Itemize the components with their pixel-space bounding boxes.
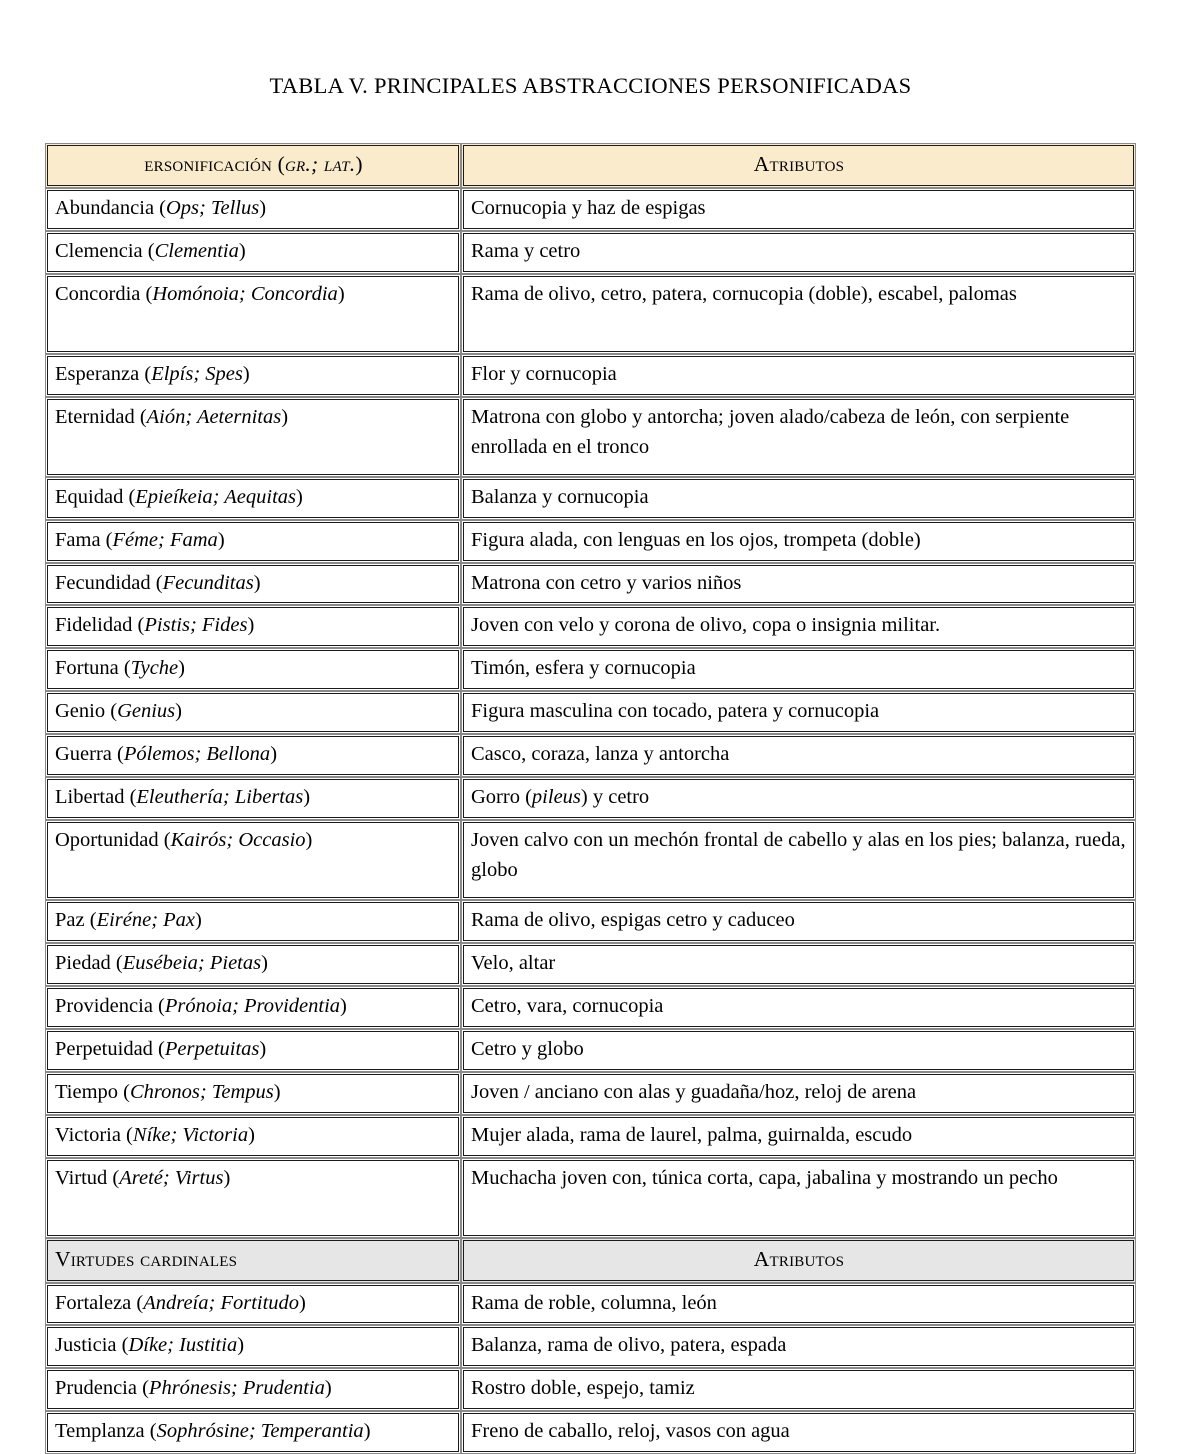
section-header-label-virtudes: Virtudes cardinales [55,1246,238,1271]
section-header-cell-virtudes [45,1238,461,1283]
personification-name: Justicia (Díke; Iustitia) [55,1334,245,1357]
section-header-row [45,1238,1136,1283]
personification-name: Fama (Féme; Fama) [55,528,225,551]
personification-origin: Féme; Fama [112,528,218,551]
attributes-cell [461,563,1136,606]
attributes-cell [461,734,1136,777]
personification-origin: Phrónesis; Prudentia [148,1377,325,1400]
personification-name: Genio (Genius) [55,700,182,723]
personification-cell [45,231,461,274]
personification-cell [45,1029,461,1072]
personification-name: Abundancia (Ops; Tellus) [55,196,267,219]
attributes-cell [461,274,1136,354]
personification-cell [45,1368,461,1411]
table-row [45,777,1136,820]
personification-origin: Eleuthería; Libertas [136,786,304,809]
personification-cell [45,1115,461,1158]
attributes-text: Joven / anciano con alas y guadaña/hoz, reloj de arena [471,1080,917,1103]
table-row [45,520,1136,563]
attributes-cell [461,986,1136,1029]
personification-origin: Eiréne; Pax [96,909,196,932]
personification-cell [45,1411,461,1454]
attributes-cell [461,820,1136,900]
abstractions-table [45,143,1136,1454]
personification-origin: Perpetuitas [164,1037,260,1060]
personification-name: Fortaleza (Andreía; Fortitudo) [55,1291,306,1314]
attributes-text: Mujer alada, rama de laurel, palma, guirnalda, escudo [471,1123,913,1146]
personification-name: Fidelidad (Pistis; Fides) [55,614,255,637]
personification-name: Prudencia (Phrónesis; Prudentia) [55,1377,332,1400]
attributes-text: Matrona con cetro y varios niños [471,571,742,594]
personification-cell [45,734,461,777]
personification-cell [45,563,461,606]
attributes-text: Casco, coraza, lanza y antorcha [471,743,730,766]
attributes-cell [461,605,1136,648]
personification-cell [45,986,461,1029]
personification-name: Guerra (Pólemos; Bellona) [55,743,278,766]
personification-origin: Ops; Tellus [166,196,260,219]
attributes-cell [461,1325,1136,1368]
personification-cell [45,1072,461,1115]
section-header-label-atributos: Atributos [753,1246,845,1271]
table-row [45,943,1136,986]
personification-origin: Pólemos; Bellona [123,743,271,766]
attributes-cell [461,648,1136,691]
table-row [45,1325,1136,1368]
table-row [45,1411,1136,1454]
attributes-text: Timón, esfera y cornucopia [471,657,696,680]
attributes-text: Figura masculina con tocado, patera y cornucopia [471,700,880,723]
personification-cell [45,648,461,691]
table-header-row [45,143,1136,188]
attributes-text: Figura alada, con lenguas en los ojos, trompeta (doble) [471,528,921,551]
personification-origin: Homónoia; Concordia [152,282,338,305]
personification-origin: Clementia [154,239,239,262]
attributes-text: Rama de roble, columna, león [471,1291,717,1314]
attributes-cell [461,943,1136,986]
personification-cell [45,354,461,397]
personification-origin: Prónoia; Providentia [164,994,341,1017]
attributes-text: Freno de caballo, reloj, vasos con agua [471,1420,790,1443]
attributes-text: Rama de olivo, espigas cetro y caduceo [471,909,795,932]
personification-cell [45,777,461,820]
personification-name: Virtud (Areté; Virtus) [55,1166,231,1189]
header-cell-atributos [461,143,1136,188]
personification-name: Equidad (Epieíkeia; Aequitas) [55,485,303,508]
attributes-text: Rama y cetro [471,239,581,262]
attributes-cell [461,1072,1136,1115]
personification-cell [45,1325,461,1368]
table-row [45,231,1136,274]
personification-name: Fortuna (Tyche) [55,657,185,680]
personification-name: Clemencia (Clementia) [55,239,246,262]
attributes-text: Flor y cornucopia [471,362,617,385]
header-label-atributos: Atributos [753,152,845,176]
personification-origin: Níke; Victoria [132,1123,249,1146]
table-row [45,1029,1136,1072]
attributes-cell [461,900,1136,943]
attributes-cell [461,1411,1136,1454]
attributes-cell [461,1029,1136,1072]
attributes-cell [461,354,1136,397]
attributes-latin-term: pileus [531,786,581,809]
personification-origin: Eusébeia; Pietas [122,951,262,974]
attributes-cell [461,1368,1136,1411]
table-row [45,1368,1136,1411]
attributes-text: Muchacha joven con, túnica corta, capa, jabalina y mostrando un pecho [471,1166,1058,1189]
table-row [45,691,1136,734]
attributes-cell [461,397,1136,477]
table-row [45,1072,1136,1115]
personification-name: Eternidad (Aión; Aeternitas) [55,405,289,428]
personification-origin: Chronos; Tempus [130,1080,274,1103]
table-row [45,354,1136,397]
personification-name: Piedad (Eusébeia; Pietas) [55,951,268,974]
personification-cell [45,900,461,943]
attributes-cell [461,1158,1136,1238]
table-row [45,986,1136,1029]
table-row [45,900,1136,943]
table-row [45,188,1136,231]
attributes-text: Matrona con globo y antorcha; joven alado/cabeza de león, con serpiente enrollada en el tronco [471,405,1070,458]
attributes-text: Velo, altar [471,951,556,974]
personification-name: Fecundidad (Fecunditas) [55,571,261,594]
personification-cell [45,520,461,563]
personification-cell [45,274,461,354]
personification-cell [45,188,461,231]
table-body [45,143,1136,1454]
attributes-cell [461,691,1136,734]
attributes-text: Joven con velo y corona de olivo, copa o insignia militar. [471,614,941,637]
attributes-text: Rostro doble, espejo, tamiz [471,1377,695,1400]
table-row [45,734,1136,777]
personification-origin: Elpís; Spes [151,362,243,385]
personification-origin: Díke; Iustitia [128,1334,238,1357]
attributes-text: Cetro, vara, cornucopia [471,994,664,1017]
personification-cell [45,477,461,520]
attributes-text: Joven calvo con un mechón frontal de cabello y alas en los pies; balanza, rueda, globo [471,829,1126,881]
attributes-text: Cornucopia y haz de espigas [471,196,706,219]
attributes-cell [461,477,1136,520]
attributes-text: Balanza, rama de olivo, patera, espada [471,1334,787,1357]
personification-cell [45,943,461,986]
personification-name: Concordia (Homónoia; Concordia) [55,282,345,305]
table-row [45,397,1136,477]
personification-name: Tiempo (Chronos; Tempus) [55,1080,281,1103]
table-row [45,1158,1136,1238]
attributes-text: Cetro y globo [471,1037,584,1060]
personification-name: Providencia (Prónoia; Providentia) [55,994,347,1017]
personification-origin: Pistis; Fides [144,614,248,637]
attributes-cell [461,231,1136,274]
personification-name: Oportunidad (Kairós; Occasio) [55,829,313,852]
personification-origin: Genius [117,700,176,723]
table-row [45,648,1136,691]
personification-cell [45,691,461,734]
personification-origin: Kairós; Occasio [170,829,306,852]
attributes-cell [461,1115,1136,1158]
personification-name: Paz (Eiréne; Pax) [55,909,202,932]
personification-cell [45,820,461,900]
section-header-cell-atributos [461,1238,1136,1283]
attributes-text: Rama de olivo, cetro, patera, cornucopia (doble), escabel, palomas [471,282,1017,305]
page-title: TABLA V. PRINCIPALES ABSTRACCIONES PERSONIFICADAS [269,73,912,98]
table-row [45,820,1136,900]
table-row [45,477,1136,520]
personification-name: Perpetuidad (Perpetuitas) [55,1037,267,1060]
attributes-cell [461,777,1136,820]
personification-origin: Sophrósine; Temperantia [156,1420,364,1443]
personification-name: Templanza (Sophrósine; Temperantia) [55,1420,371,1443]
personification-cell [45,605,461,648]
personification-name: Libertad (Eleuthería; Libertas) [55,786,311,809]
personification-origin: Tyche [130,657,179,680]
attributes-text: Balanza y cornucopia [471,485,649,508]
personification-origin: Andreía; Fortitudo [143,1291,300,1314]
personification-cell [45,397,461,477]
table-row [45,563,1136,606]
header-label-personificacion: ersonificación (gr.; lat.) [144,152,363,176]
table-row [45,1115,1136,1158]
personification-origin: Fecunditas [162,571,254,594]
attributes-cell [461,188,1136,231]
header-cell-personificacion [45,143,461,188]
table-row [45,1283,1136,1326]
personification-origin: Epieíkeia; Aequitas [135,485,297,508]
table-row [45,274,1136,354]
table-row [45,605,1136,648]
attributes-cell [461,1283,1136,1326]
personification-origin: Areté; Virtus [119,1166,224,1189]
personification-name: Victoria (Níke; Victoria) [55,1123,255,1146]
personification-cell [45,1283,461,1326]
personification-name: Esperanza (Elpís; Spes) [55,362,250,385]
personification-origin: Aión; Aeternitas [146,405,282,428]
personification-cell [45,1158,461,1238]
attributes-cell [461,520,1136,563]
abstractions-table-container [45,143,1136,1454]
header-label-gr-lat: gr.; lat. [285,152,356,176]
attributes-text: Gorro (pileus) y cetro [471,786,650,809]
